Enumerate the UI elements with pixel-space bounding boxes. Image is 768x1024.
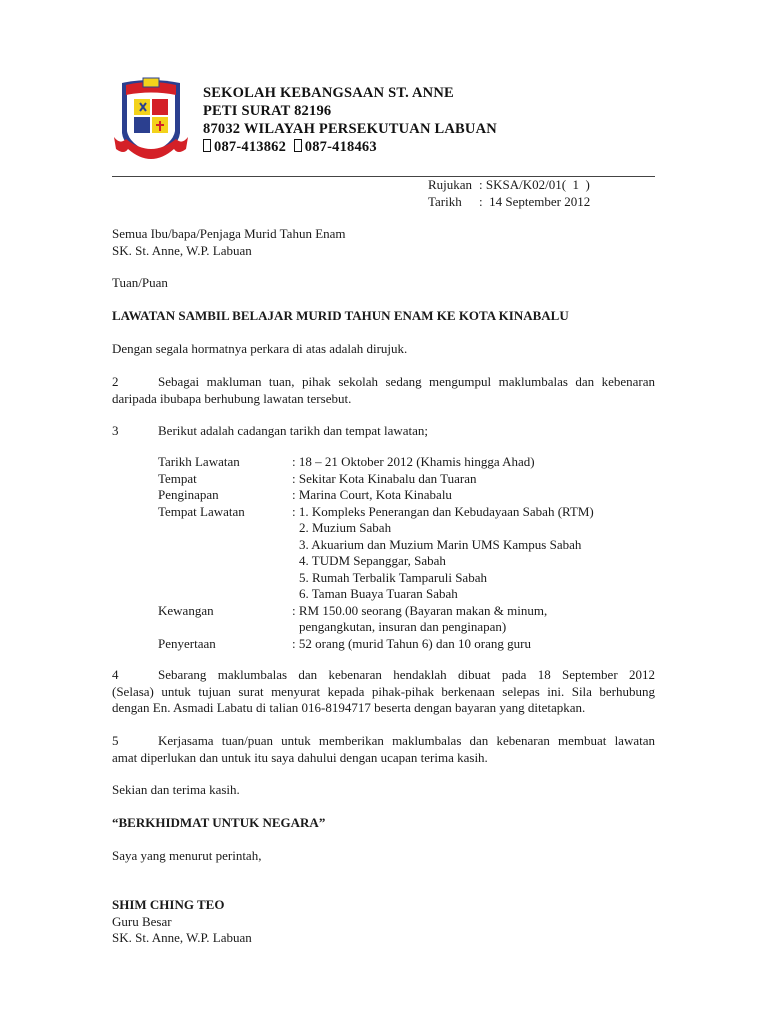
trip-details: [158, 454, 594, 652]
reference-label: Rujukan: [428, 177, 473, 192]
detail-label: Penginapan: [158, 487, 219, 502]
paragraph-number: 4: [112, 667, 119, 682]
visit-item: 6. Taman Buaya Tuaran Sabah: [299, 586, 458, 601]
detail-label: Tarikh Lawatan: [158, 454, 240, 469]
paragraph-number: 5: [112, 733, 119, 748]
visit-item: 5. Rumah Terbalik Tamparuli Sabah: [299, 569, 487, 585]
phone-number-2: 087-418463: [304, 139, 377, 155]
detail-value: : Sekitar Kota Kinabalu dan Tuaran: [292, 470, 477, 486]
paragraph-text: Sebarang maklumbalas dan kebenaran hendaklah dibuat pada 18 September 2012: [158, 667, 655, 682]
paragraph-text: dengan En. Asmadi Labatu di talian 016-8194717 beserta dengan bayaran yang ditetapkan.: [112, 700, 586, 715]
detail-label: Kewangan: [158, 602, 214, 618]
school-name: SEKOLAH KEBANGSAAN ST. ANNE: [203, 85, 454, 101]
visit-item: : 1. Kompleks Penerangan dan Kebudayaan Sabah (RTM): [292, 503, 594, 519]
reference-block: [428, 177, 590, 210]
paragraph-number: 3: [112, 423, 119, 438]
paragraph-text: Berikut adalah cadangan tarikh dan tempat lawatan;: [158, 423, 428, 438]
signatory-title: Guru Besar: [112, 913, 172, 929]
letterhead: [203, 84, 497, 156]
paragraph-text: (Selasa) untuk tujuan surat menyurat kepada pihak-pihak berkenaan selepas ini. Sila berhubung: [112, 683, 655, 699]
detail-label: Penyertaan: [158, 635, 216, 651]
recipient-block: [112, 226, 655, 259]
phone-line: [203, 138, 497, 156]
recipient-line-1: Semua Ibu/bapa/Penjaga Murid Tahun Enam: [112, 226, 346, 241]
paragraph-3: [112, 423, 655, 440]
school-crest-logo: [112, 75, 190, 167]
opening-line: Dengan segala hormatnya perkara di atas adalah dirujuk.: [112, 341, 408, 356]
paragraph-text: daripada ibubapa berhubung lawatan tersebut.: [112, 390, 352, 406]
detail-label: Tempat Lawatan: [158, 503, 245, 519]
paragraph-number: 2: [112, 374, 119, 389]
phone-icon: [203, 139, 211, 152]
detail-value: : Marina Court, Kota Kinabalu: [292, 487, 452, 502]
detail-value: : 52 orang (murid Tahun 6) dan 10 orang guru: [292, 635, 531, 651]
po-box: PETI SURAT 82196: [203, 103, 332, 119]
paragraph-5: [112, 733, 655, 766]
paragraph-text: Sebagai makluman tuan, pihak sekolah sedang mengumpul maklumbalas dan kebenaran: [158, 374, 655, 389]
date-value: : 14 September 2012: [479, 193, 591, 209]
visit-item: 4. TUDM Sepanggar, Sabah: [299, 553, 446, 568]
phone-number-1: 087-413862: [214, 139, 287, 155]
reference-value: : SKSA/K02/01( 1 ): [479, 177, 590, 192]
letter-subject: LAWATAN SAMBIL BELAJAR MURID TAHUN ENAM KE KOTA KINABALU: [112, 308, 569, 323]
visit-item: 2. Muzium Sabah: [299, 520, 392, 535]
paragraph-text: Kerjasama tuan/puan untuk memberikan maklumbalas dan kebenaran membuat lawatan: [158, 733, 655, 748]
detail-value: : RM 150.00 seorang (Bayaran makan & minum,: [292, 602, 548, 618]
signatory-block: [112, 897, 655, 947]
detail-value: pengangkutan, insuran dan penginapan): [299, 619, 507, 634]
signatory-org: SK. St. Anne, W.P. Labuan: [112, 930, 252, 945]
paragraph-text: amat diperlukan dan untuk itu saya dahului dengan ucapan terima kasih.: [112, 749, 488, 765]
paragraph-2: [112, 374, 655, 407]
paragraph-4: [112, 667, 655, 717]
motto: “BERKHIDMAT UNTUK NEGARA”: [112, 815, 326, 830]
phone-icon: [294, 139, 302, 152]
sign-off: Saya yang menurut perintah,: [112, 848, 262, 863]
recipient-line-2: SK. St. Anne, W.P. Labuan: [112, 242, 252, 258]
closing-line: Sekian dan terima kasih.: [112, 782, 240, 797]
date-label: Tarikh: [428, 193, 462, 209]
school-address: 87032 WILAYAH PERSEKUTUAN LABUAN: [203, 121, 497, 137]
detail-value: : 18 – 21 Oktober 2012 (Khamis hingga Ahad): [292, 454, 535, 469]
salutation: Tuan/Puan: [112, 275, 168, 290]
visit-item: 3. Akuarium dan Muzium Marin UMS Kampus Sabah: [299, 536, 582, 552]
detail-label: Tempat: [158, 470, 197, 486]
signatory-name: SHIM CHING TEO: [112, 897, 225, 912]
